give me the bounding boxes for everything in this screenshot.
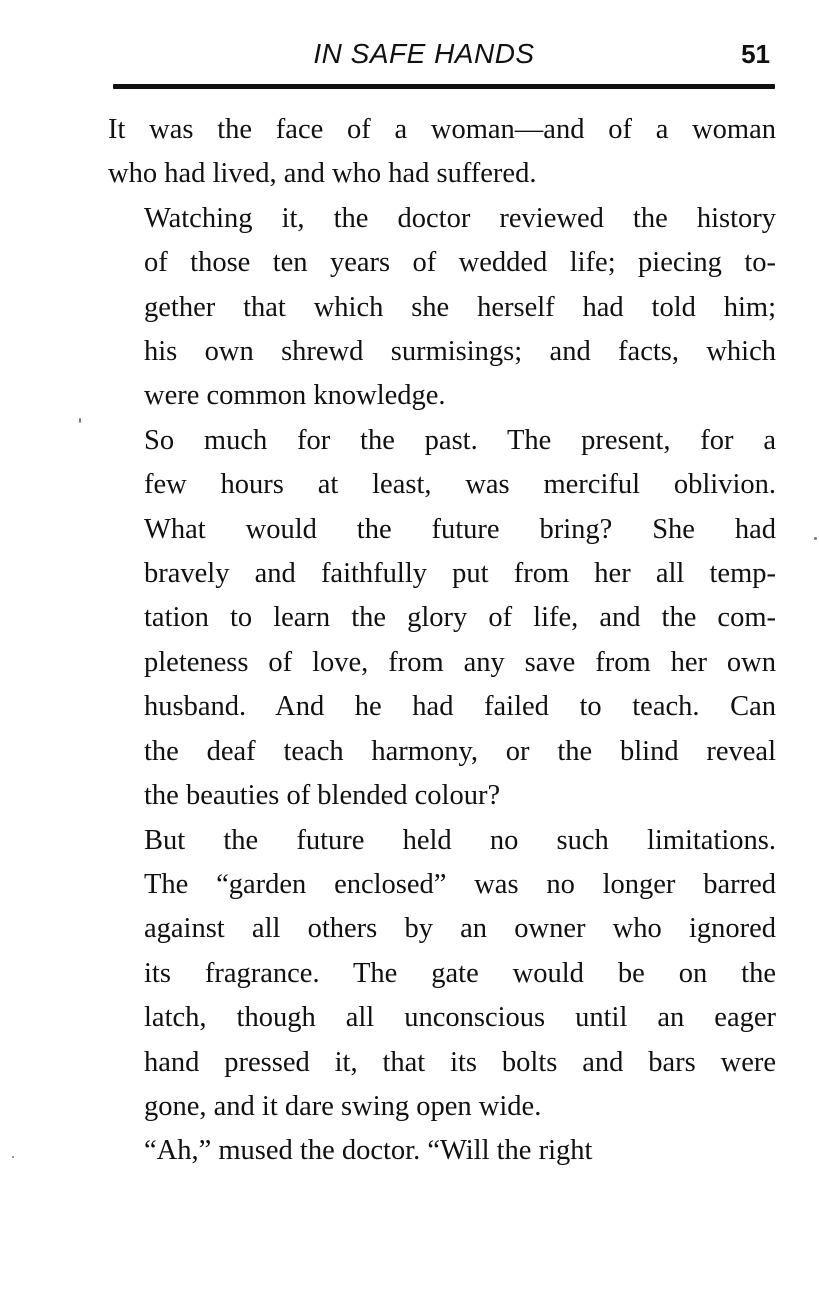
text-line: What would the future bring? She had <box>144 513 776 545</box>
running-title: IN SAFE HANDS <box>313 38 535 69</box>
text-line: husband. And he had failed to teach. Can <box>144 691 776 723</box>
paragraph <box>108 108 776 197</box>
text-line: were common knowledge. <box>144 380 446 412</box>
text-line: its fragrance. The gate would be on the <box>144 957 776 989</box>
paragraph <box>108 419 776 819</box>
text-line: his own shrewd surmisings; and facts, which <box>144 336 776 368</box>
text-line: “Ah,” mused the doctor. “Will the right <box>144 1135 593 1167</box>
text-line: of those ten years of wedded life; piecing to- <box>144 247 776 279</box>
text-line: gone, and it dare swing open wide. <box>144 1090 542 1122</box>
text-line: the deaf teach harmony, or the blind reveal <box>144 735 776 767</box>
text-line: the beauties of blended colour? <box>144 780 501 812</box>
text-line: hand pressed it, that its bolts and bars were <box>144 1046 776 1078</box>
text-line: Watching it, the doctor reviewed the history <box>144 202 776 234</box>
text-line: bravely and faithfully put from her all temp- <box>144 558 776 590</box>
scan-speck <box>12 1156 14 1158</box>
text-line: against all others by an owner who ignored <box>144 913 776 945</box>
header-rule <box>113 84 775 89</box>
page-number: 51 <box>741 39 770 69</box>
text-line: But the future held no such limitations. <box>144 824 776 856</box>
text-line: few hours at least, was merciful oblivion. <box>144 469 776 501</box>
text-line: So much for the past. The present, for a <box>144 424 776 456</box>
text-line: It was the face of a woman—and of a woman <box>108 114 776 145</box>
text-line: pleteness of love, from any save from her own <box>144 646 776 678</box>
running-head <box>112 34 776 74</box>
text-line: gether that which she herself had told him; <box>144 291 776 323</box>
text-line: The “garden enclosed” was no longer barred <box>144 868 776 900</box>
paragraph <box>108 197 776 419</box>
text-line: who had lived, and who had suffered. <box>108 158 537 190</box>
scan-speck <box>814 537 817 540</box>
body-text <box>108 108 776 1174</box>
paragraph <box>108 819 776 1130</box>
text-line: tation to learn the glory of life, and the com- <box>144 602 776 634</box>
paragraph <box>108 1129 776 1173</box>
scan-speck <box>79 418 81 423</box>
text-line: latch, though all unconscious until an eager <box>144 1002 776 1034</box>
